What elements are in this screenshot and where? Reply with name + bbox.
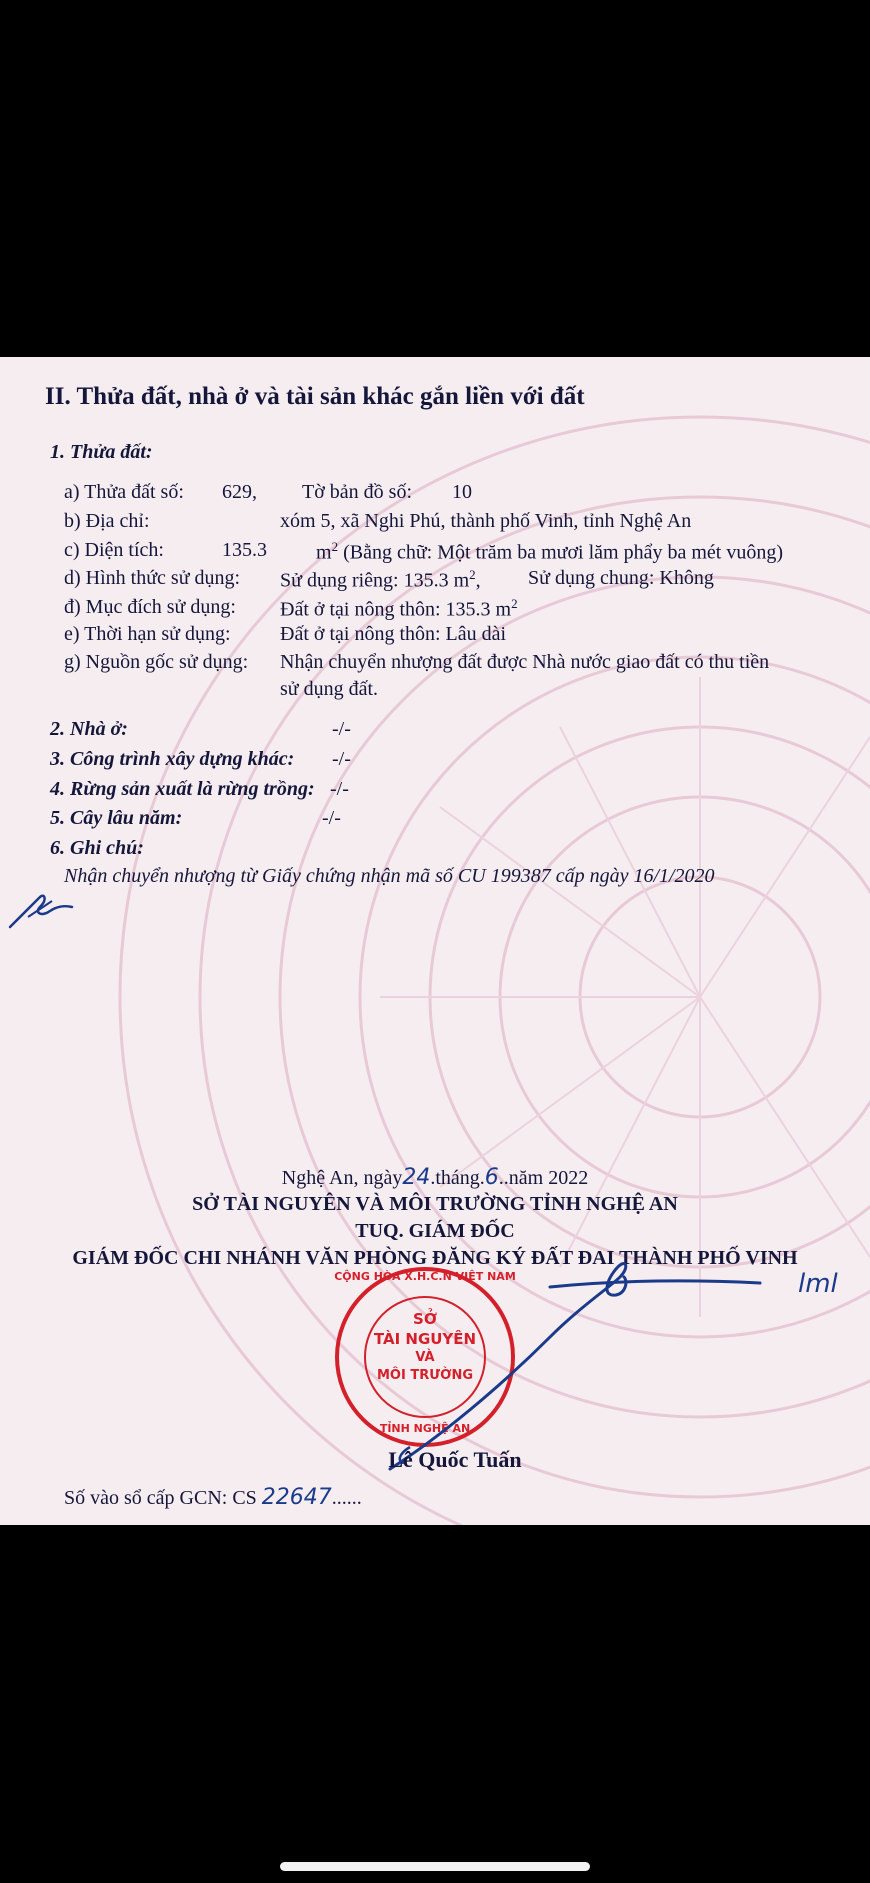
stamp-bottom-text: TỈNH NGHỆ AN: [379, 1422, 471, 1435]
registry-number: Số vào sổ cấp GCN: CS 22647......: [64, 1485, 362, 1510]
land-heading: 1. Thửa đất:: [50, 441, 153, 463]
date-line: Nghệ An, ngày24.tháng.6..năm 2022: [281, 1165, 589, 1190]
on-behalf-title: TUQ. GIÁM ĐỐC: [355, 1220, 515, 1242]
housing-value: -/-: [332, 718, 351, 740]
agency-name: SỞ TÀI NGUYÊN VÀ MÔI TRƯỜNG TỈNH NGHỆ AN: [192, 1193, 678, 1215]
handwritten-day: 24: [402, 1165, 431, 1190]
usage-common: Sử dụng chung: Không: [528, 567, 714, 589]
purpose-label: đ) Mục đích sử dụng:: [64, 596, 236, 618]
origin-value-line2: sử dụng đất.: [280, 678, 379, 700]
area-label: c) Diện tích:: [64, 539, 164, 561]
purpose-value: Đất ở tại nông thôn: 135.3 $m^2$: [280, 596, 518, 621]
address-value: xóm 5, xã Nghi Phú, thành phố Vinh, tỉnh Nghệ An: [280, 510, 692, 532]
stamp-ring-text: CỘNG HÒA X.H.C.N VIỆT NAM: [334, 1270, 516, 1283]
handwritten-initials: lml: [798, 1269, 838, 1299]
area-value: 135.3: [222, 539, 267, 561]
area-words: $m^2$ (Bằng chữ: Một trăm ba mươi lăm phẩy ba mét vuông): [316, 539, 784, 564]
home-indicator[interactable]: [280, 1862, 590, 1871]
stamp-line-3: VÀ: [415, 1350, 435, 1365]
map-value: 10: [452, 481, 472, 503]
address-label: b) Địa chỉ:: [64, 510, 150, 532]
construction-label: 3. Công trình xây dựng khác:: [50, 748, 295, 770]
usage-private: Sử dụng riêng: 135.3 $m^2$,: [280, 567, 481, 592]
section-title: II. Thửa đất, nhà ở và tài sản khác gắn liền với đất: [45, 383, 585, 410]
certificate-page: [0, 357, 870, 1525]
stamp-line-2: TÀI NGUYÊN: [373, 1330, 477, 1348]
housing-label: 2. Nhà ở:: [50, 718, 128, 740]
forest-label: 4. Rừng sản xuất là rừng trồng:: [50, 778, 315, 800]
origin-label: g) Nguồn gốc sử dụng:: [64, 651, 249, 673]
usage-form-label: d) Hình thức sử dụng:: [64, 567, 241, 589]
notes-heading: 6. Ghi chú:: [50, 837, 144, 859]
map-label: Tờ bản đồ số:: [302, 481, 413, 503]
origin-value-line1: Nhận chuyển nhượng đất được Nhà nước giao đất có thu tiền: [280, 651, 770, 673]
parcel-value: 629,: [222, 481, 257, 503]
position-title: GIÁM ĐỐC CHI NHÁNH VĂN PHÒNG ĐĂNG KÝ ĐẤT ĐAI THÀNH PHỐ VINH: [72, 1247, 798, 1269]
director-signature: [380, 1247, 780, 1477]
term-value: Đất ở tại nông thôn: Lâu dài: [280, 623, 507, 645]
term-label: e) Thời hạn sử dụng:: [64, 623, 231, 645]
handwritten-month: 6: [484, 1165, 499, 1190]
notes-text: Nhận chuyển nhượng từ Giấy chứng nhận mã số CU 199387 cấp ngày 16/1/2020: [64, 865, 715, 887]
signer-name: Lê Quốc Tuấn: [388, 1447, 522, 1472]
stamp-line-1: SỞ: [413, 1310, 437, 1328]
construction-value: -/-: [332, 748, 351, 770]
perennial-value: -/-: [322, 807, 341, 829]
parcel-label: a) Thửa đất số:: [64, 481, 184, 503]
stamp-line-4: MÔI TRƯỜNG: [377, 1368, 473, 1383]
handwritten-registry-number: 22647: [261, 1485, 332, 1510]
margin-initial-signature: [6, 887, 76, 932]
perennial-label: 5. Cây lâu năm:: [50, 807, 183, 829]
forest-value: -/-: [330, 778, 349, 800]
